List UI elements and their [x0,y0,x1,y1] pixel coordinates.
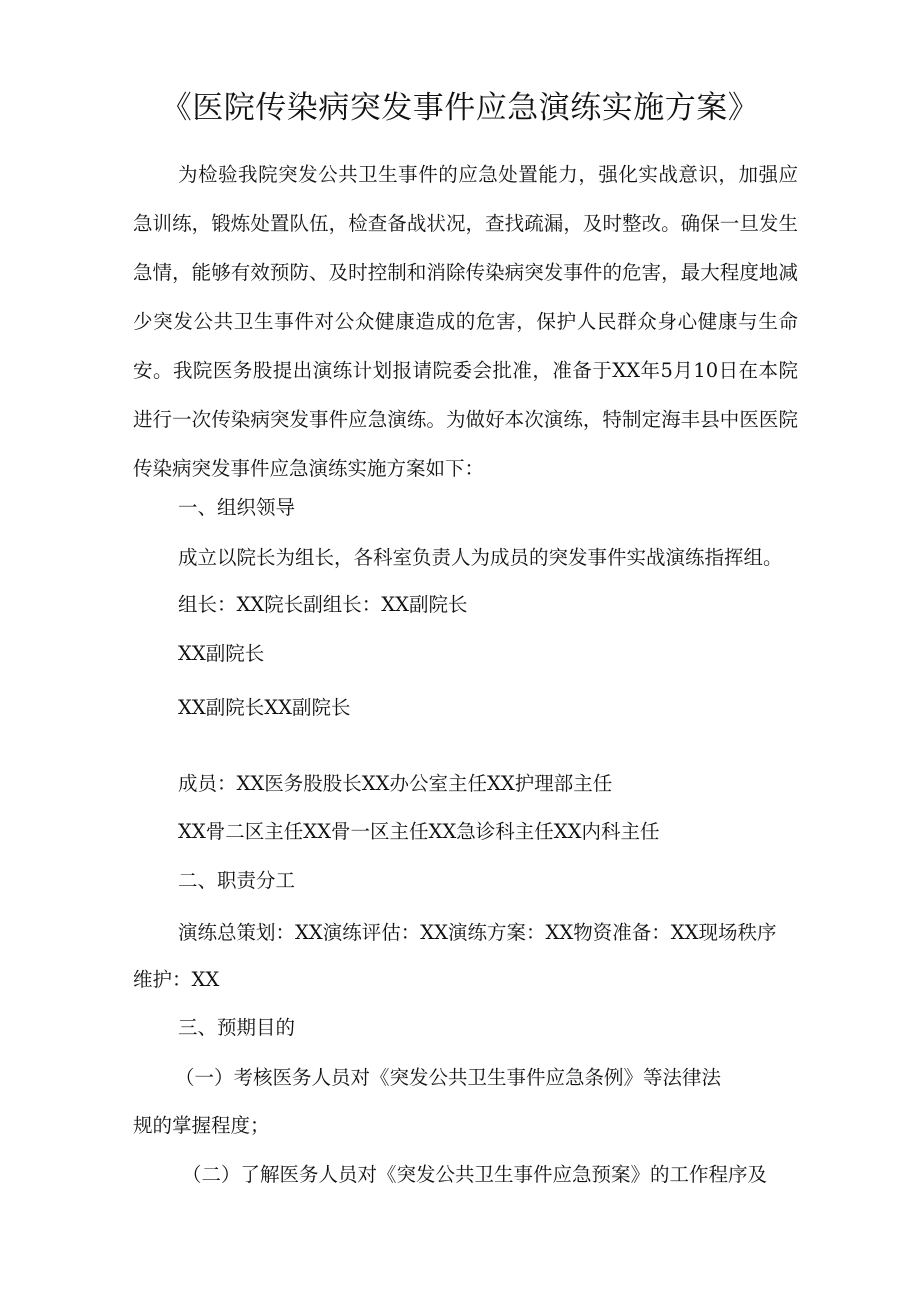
document-title: 《医院传染病突发事件应急演练实施方案》 [160,90,760,126]
members-line-2: XX骨二区主任XX骨一区主任XX急诊科主任XX内科主任 [178,820,660,843]
members-line-1: 成员：XX医务股股长XX办公室主任XX护理部主任 [178,772,613,795]
goal1-line-1: （一）考核医务人员对《突发公共卫生事件应急条例》等法律法 [175,1066,722,1089]
section2-heading: 二、职责分工 [178,869,296,892]
goal1-line-2: 规的掌握程度； [133,1114,270,1137]
section3-heading: 三、预期目的 [178,1016,296,1039]
duties-line-2: 维护：XX [133,968,220,991]
section1-heading: 一、组织领导 [178,496,296,519]
duties-line-1: 演练总策划：XX演练评估：XX演练方案：XX物资准备：XX现场秩序 [178,921,777,944]
leader-line-1: 组长：XX院长副组长：XX副院长 [178,593,468,616]
intro-paragraph: 为检验我院突发公共卫生事件的应急处置能力，强化实战意识，加强应急训练，锻炼处置队伍，检查备战状况，查找疏漏，及时整改。确保一旦发生急情，能够有效预防、及时控制和消除传染病突发事件的危害，最大程度地减少突发公共卫生事件对公众健康造成的危害，保护人民群众身心健康与生命安。我院医务股提出演练计划报请院委会批准，准备于XX年5月10日在本院进行一次传染病突发事件应急演练。为做好本次演练，特制定海丰县中医医院传染病突发事件应急演练实施方案如下： [133,163,798,480]
goal2-line-1: （二）了解医务人员对《突发公共卫生事件应急预案》的工作程序及 [182,1163,768,1186]
leader-line-3: XX副院长XX副院长 [178,696,351,719]
leader-line-2: XX副院长 [178,642,265,665]
section1-paragraph: 成立以院长为组长，各科室负责人为成员的突发事件实战演练指挥组。 [178,546,783,569]
